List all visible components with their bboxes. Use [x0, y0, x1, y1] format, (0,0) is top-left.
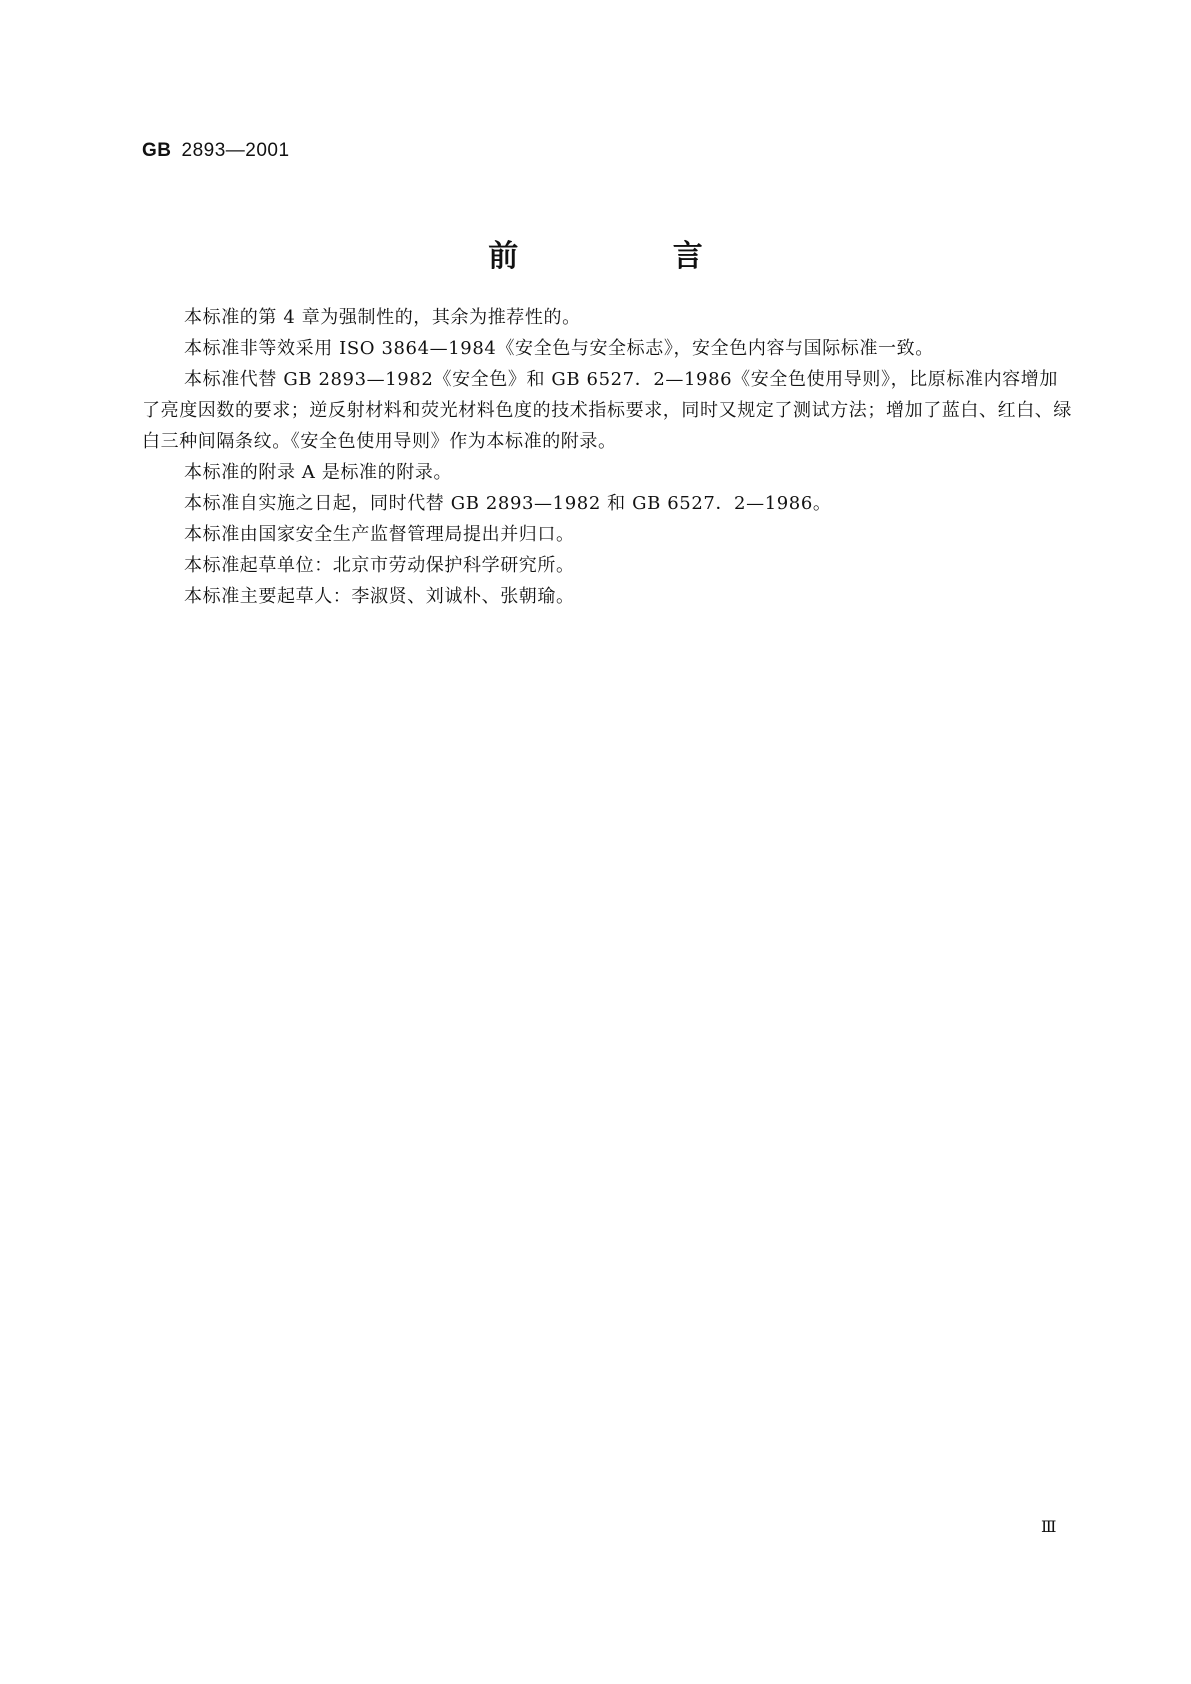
- paragraph: 本标准的第 4 章为强制性的，其余为推荐性的。: [184, 307, 581, 328]
- paragraph: 本标准非等效采用 ISO 3864—1984《安全色与安全标志》，安全色内容与国际标准一致。: [184, 338, 934, 359]
- paragraph: 本标准自实施之日起，同时代替 GB 2893—1982 和 GB 6527．2—1986。: [184, 493, 832, 514]
- standard-number: 2893—2001: [181, 140, 290, 161]
- paragraph: 本标准的附录 A 是标准的附录。: [184, 462, 453, 483]
- paragraph: 本标准主要起草人：李淑贤、刘诚朴、张朝瑜。: [184, 586, 575, 607]
- standard-code: [142, 140, 290, 162]
- foreword-body: [142, 302, 1072, 612]
- paragraph: 本标准代替 GB 2893—1982《安全色》和 GB 6527．2—1986《安全色使用导则》，比原标准内容增加了亮度因数的要求；逆反射材料和荧光材料色度的技术指标要求，同时又规定了测试方法；增加了蓝白、红白、绿白三种间隔条纹。《安全色使用导则》作为本标准的附录。: [142, 369, 1072, 452]
- page-number: Ⅲ: [1041, 1517, 1057, 1536]
- paragraph: 本标准起草单位：北京市劳动保护科学研究所。: [184, 555, 575, 576]
- standard-prefix: GB: [142, 140, 172, 161]
- paragraph: 本标准由国家安全生产监督管理局提出并归口。: [184, 524, 575, 545]
- foreword-title: 前 言: [488, 239, 775, 274]
